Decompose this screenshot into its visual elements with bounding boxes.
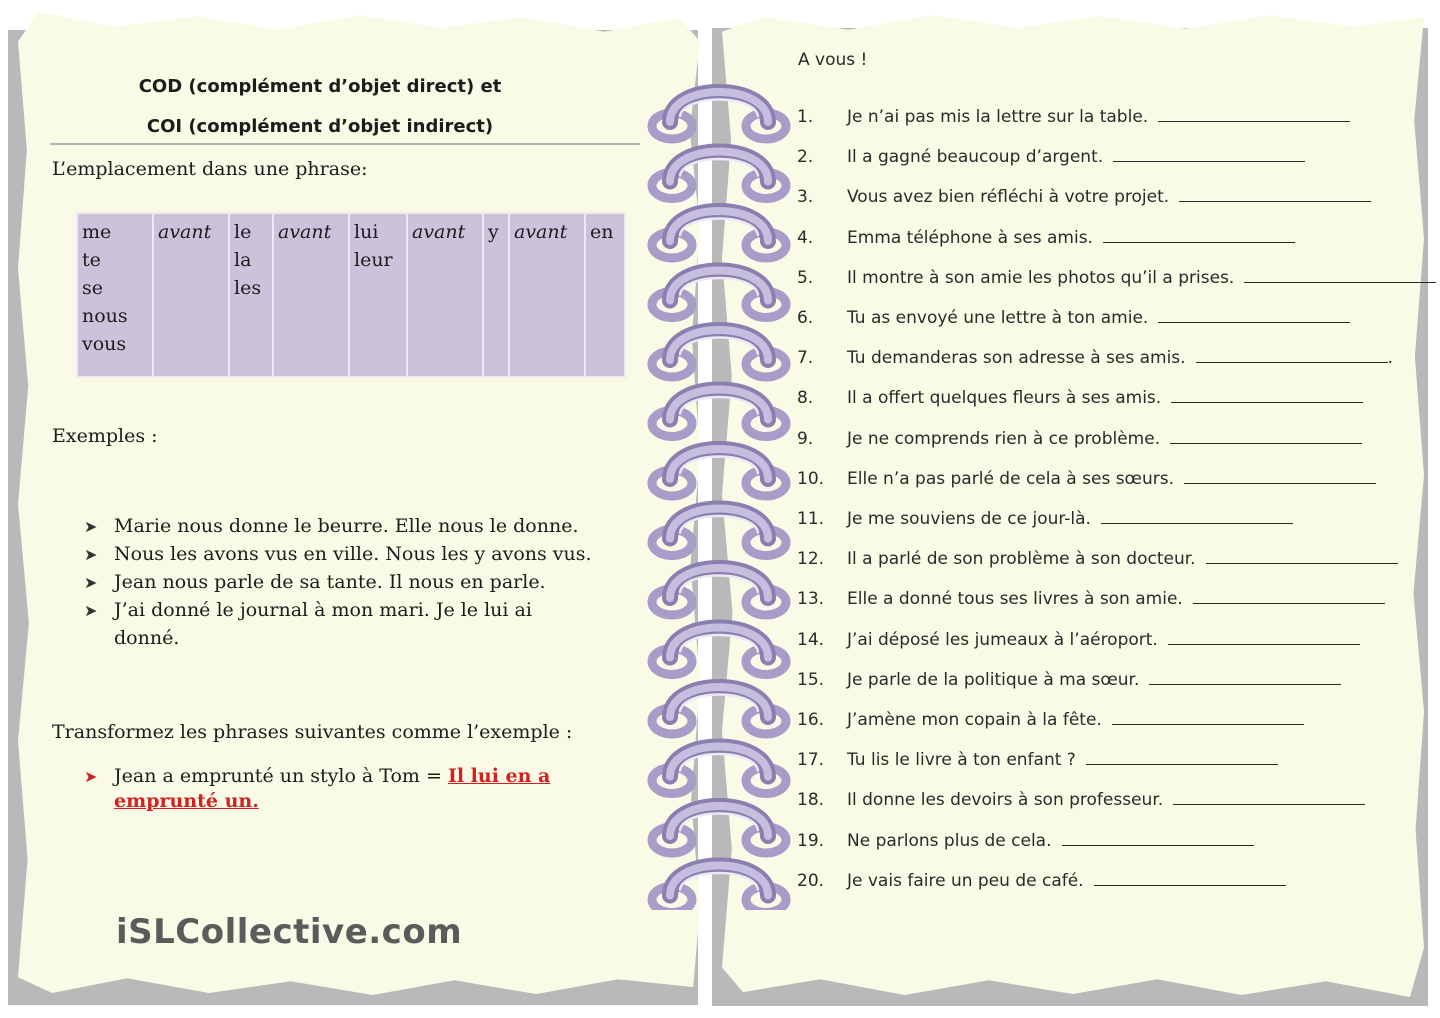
spiral-ring bbox=[652, 271, 786, 318]
answer-blank[interactable] bbox=[1113, 147, 1305, 162]
table-cell-direct bbox=[229, 213, 273, 377]
exercise-sentence: J’amène mon copain à la fête. bbox=[847, 710, 1102, 730]
table-cell-indirect bbox=[349, 213, 407, 377]
title-line-1: COD (complément d’objet direct) et bbox=[138, 76, 502, 97]
spiral-ring bbox=[652, 628, 786, 675]
example-text: Jean nous parle de sa tante. Il nous en parle. bbox=[114, 571, 546, 593]
model-answer-1: Il lui en a bbox=[447, 765, 551, 787]
spiral-ring bbox=[652, 687, 786, 734]
exercise-number: 1. bbox=[797, 107, 814, 127]
answer-blank[interactable] bbox=[1112, 710, 1304, 725]
exercise-sentence: Elle n’a pas parlé de cela à ses sœurs. bbox=[847, 468, 1174, 489]
spiral-ring bbox=[652, 152, 786, 199]
exercise-sentence: Tu lis le livre à ton enfant ? bbox=[847, 750, 1076, 771]
exercise-row bbox=[797, 107, 1350, 135]
arrow-bullet-icon: ➤ bbox=[84, 517, 98, 536]
cell-text: le la les bbox=[234, 221, 262, 299]
exercise-row bbox=[797, 348, 1393, 376]
pronoun-order-table bbox=[76, 212, 626, 378]
exercise-sentence: Il montre à son amie les photos qu’il a prises. bbox=[847, 267, 1235, 288]
exercise-row bbox=[797, 187, 1371, 215]
exercise-number: 2. bbox=[797, 147, 814, 168]
cell-text: lui leur bbox=[354, 221, 393, 271]
answer-blank[interactable] bbox=[1206, 549, 1398, 564]
cell-text: avant bbox=[514, 221, 568, 243]
arrow-bullet-icon: ➤ bbox=[84, 767, 98, 786]
cell-text: me te se nous vous bbox=[82, 221, 128, 355]
exercise-number: 5. bbox=[797, 267, 814, 288]
exercise-sentence: Il a parlé de son problème à son docteur. bbox=[847, 549, 1196, 570]
exercise-row bbox=[797, 871, 1286, 899]
spiral-ring bbox=[652, 330, 786, 377]
exercise-row bbox=[797, 670, 1341, 698]
table-row bbox=[77, 213, 625, 377]
table-cell-avant bbox=[273, 213, 349, 377]
exercise-sentence: Il donne les devoirs à son professeur. bbox=[847, 790, 1164, 811]
cell-text: en bbox=[590, 221, 614, 243]
table-cell-en bbox=[585, 213, 625, 377]
spiral-ring bbox=[652, 449, 786, 496]
spiral-ring bbox=[652, 806, 786, 853]
exercise-sentence: Vous avez bien réfléchi à votre projet. bbox=[847, 187, 1170, 208]
exercise-row bbox=[797, 549, 1398, 577]
exercise-sentence: Il a gagné beaucoup d’argent. bbox=[847, 147, 1104, 168]
exercise-sentence: Je parle de la politique à ma sœur. bbox=[847, 669, 1140, 690]
list-item bbox=[84, 568, 546, 597]
exercise-row bbox=[797, 790, 1365, 818]
spiral-ring bbox=[652, 866, 786, 911]
answer-blank[interactable] bbox=[1244, 268, 1436, 283]
exercise-number: 9. bbox=[797, 428, 814, 449]
answer-blank[interactable] bbox=[1184, 469, 1376, 484]
exercise-sentence: Tu demanderas son adresse à ses amis. bbox=[847, 348, 1186, 369]
exercise-number: 16. bbox=[797, 710, 825, 730]
exercise-number: 3. bbox=[797, 187, 814, 208]
exercise-number: 15. bbox=[797, 669, 825, 690]
spiral-ring bbox=[652, 211, 786, 258]
exercise-row bbox=[797, 268, 1436, 296]
arrow-bullet-icon: ➤ bbox=[84, 545, 98, 564]
exercise-row bbox=[797, 509, 1293, 537]
exercise-row bbox=[797, 147, 1305, 175]
table-cell-reflexive bbox=[77, 213, 153, 377]
exercise-row bbox=[797, 831, 1254, 859]
arrow-bullet-icon: ➤ bbox=[84, 601, 98, 620]
answer-blank[interactable] bbox=[1173, 790, 1365, 805]
title-divider bbox=[50, 143, 640, 145]
answer-blank[interactable] bbox=[1149, 670, 1341, 685]
answer-blank[interactable] bbox=[1171, 388, 1363, 403]
exercise-row bbox=[797, 710, 1304, 738]
example-text: Nous les avons vus en ville. Nous les y avons vus. bbox=[114, 543, 592, 565]
answer-blank[interactable] bbox=[1179, 187, 1371, 202]
exercise-number: 6. bbox=[797, 308, 814, 328]
example-text: J’ai donné le journal à mon mari. Je le lui ai donné. bbox=[114, 599, 532, 649]
exercise-row bbox=[797, 589, 1385, 617]
spiral-ring bbox=[652, 92, 786, 139]
emplacement-label: L’emplacement dans une phrase: bbox=[52, 158, 368, 180]
table-cell-y bbox=[483, 213, 509, 377]
answer-blank[interactable] bbox=[1086, 750, 1278, 765]
answer-blank[interactable] bbox=[1062, 831, 1254, 846]
cell-text: avant bbox=[158, 221, 212, 243]
exercise-sentence: Emma téléphone à ses amis. bbox=[847, 227, 1093, 248]
exercise-number: 17. bbox=[797, 750, 825, 771]
answer-blank[interactable] bbox=[1193, 589, 1385, 604]
answer-blank[interactable] bbox=[1094, 871, 1286, 886]
answer-blank[interactable] bbox=[1101, 509, 1293, 524]
exercise-row bbox=[797, 308, 1350, 336]
exercise-number: 11. bbox=[797, 509, 825, 529]
answer-blank[interactable] bbox=[1170, 429, 1362, 444]
instruction-text: Transformez les phrases suivantes comme l’exemple : bbox=[52, 721, 573, 743]
exercise-number: 8. bbox=[797, 388, 814, 409]
list-item bbox=[84, 596, 532, 652]
spiral-ring bbox=[652, 747, 786, 794]
exercise-number: 12. bbox=[797, 549, 825, 570]
exercise-number: 4. bbox=[797, 227, 814, 248]
table-cell-avant bbox=[407, 213, 483, 377]
list-item bbox=[84, 512, 579, 541]
exercise-sentence: Tu as envoyé une lettre à ton amie. bbox=[847, 308, 1149, 328]
cell-text: avant bbox=[278, 221, 332, 243]
answer-blank[interactable] bbox=[1168, 630, 1360, 645]
exercise-number: 10. bbox=[797, 468, 825, 489]
exercise-sentence: Je vais faire un peu de café. bbox=[847, 870, 1084, 891]
answer-blank[interactable] bbox=[1103, 228, 1295, 243]
exercise-number: 20. bbox=[797, 870, 825, 891]
exercise-row bbox=[797, 469, 1376, 497]
exercise-row bbox=[797, 750, 1278, 778]
exercise-row bbox=[797, 429, 1362, 457]
example-text: Marie nous donne le beurre. Elle nous le donne. bbox=[114, 515, 579, 537]
table-cell-avant bbox=[153, 213, 229, 377]
list-item bbox=[84, 540, 592, 569]
exercise-sentence: Je n’ai pas mis la lettre sur la table. bbox=[847, 107, 1149, 127]
exercise-end: . bbox=[1387, 348, 1393, 369]
model-example bbox=[84, 764, 550, 814]
islcollective-logo: iSLCollective.com bbox=[116, 912, 463, 952]
exercise-heading: A vous ! bbox=[798, 50, 868, 70]
cell-text: avant bbox=[412, 221, 466, 243]
exercise-sentence: Je me souviens de ce jour-là. bbox=[847, 509, 1091, 529]
model-answer-2: emprunté un. bbox=[114, 790, 259, 812]
exercise-row bbox=[797, 630, 1360, 658]
exercise-sentence: Il a offert quelques fleurs à ses amis. bbox=[847, 388, 1162, 409]
exercise-row bbox=[797, 388, 1363, 416]
exercise-number: 14. bbox=[797, 629, 825, 650]
exercise-number: 18. bbox=[797, 790, 825, 811]
exercise-sentence: Ne parlons plus de cela. bbox=[847, 830, 1052, 851]
answer-blank[interactable] bbox=[1158, 308, 1350, 323]
answer-blank[interactable] bbox=[1196, 348, 1388, 363]
exercise-row bbox=[797, 228, 1295, 256]
spiral-binding bbox=[640, 70, 800, 910]
spiral-ring bbox=[652, 509, 786, 556]
title-line-2: COI (complément d’objet indirect) bbox=[146, 116, 494, 137]
exercise-sentence: Elle a donné tous ses livres à son amie. bbox=[847, 589, 1183, 610]
exercise-number: 13. bbox=[797, 589, 825, 610]
exercise-sentence: Je ne comprends rien à ce problème. bbox=[847, 428, 1161, 449]
spiral-ring bbox=[652, 568, 786, 615]
exemples-label: Exemples : bbox=[52, 425, 158, 447]
cell-text: y bbox=[488, 221, 499, 243]
arrow-bullet-icon: ➤ bbox=[84, 573, 98, 592]
spiral-ring bbox=[652, 390, 786, 437]
exercise-sentence: J’ai déposé les jumeaux à l’aéroport. bbox=[847, 629, 1158, 650]
exercise-number: 19. bbox=[797, 830, 825, 851]
answer-blank[interactable] bbox=[1158, 107, 1350, 122]
model-sentence: Jean a emprunté un stylo à Tom = bbox=[114, 765, 448, 787]
table-cell-avant bbox=[509, 213, 585, 377]
exercise-number: 7. bbox=[797, 348, 814, 369]
